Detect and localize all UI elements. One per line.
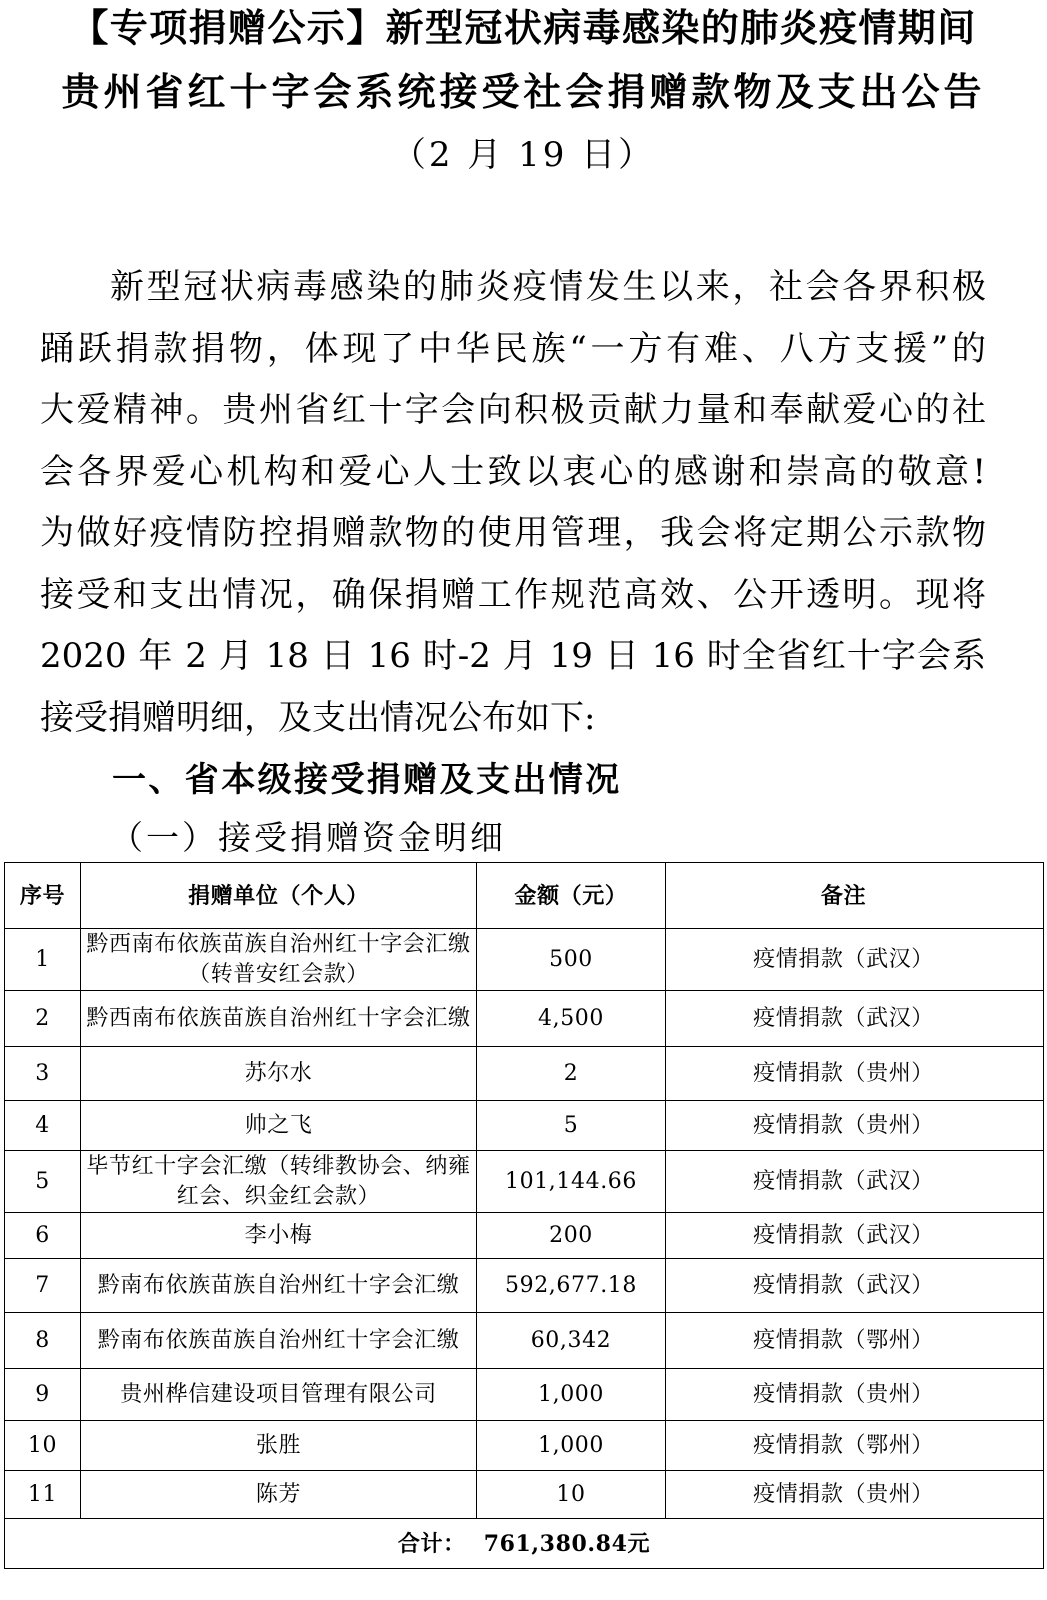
note-cell: 疫情捐款（贵州） — [666, 1101, 1044, 1151]
title-line-1: 【专项捐赠公示】新型冠状病毒感染的肺炎疫情期间 — [70, 5, 977, 50]
note-cell: 疫情捐款（武汉） — [666, 929, 1044, 991]
note-cell: 疫情捐款（贵州） — [666, 1369, 1044, 1421]
row-number-cell: 7 — [5, 1259, 81, 1313]
amount-cell: 500 — [477, 929, 666, 991]
amount-cell: 1,000 — [477, 1369, 666, 1421]
amount-cell: 60,342 — [477, 1313, 666, 1369]
row-number-cell: 4 — [5, 1101, 81, 1151]
header-donor: 捐赠单位（个人） — [81, 863, 477, 929]
donor-cell: 黔西南布依族苗族自治州红十字会汇缴（转普安红会款） — [81, 929, 477, 991]
subsection-heading: （一）接受捐赠资金明细 — [110, 818, 506, 857]
donor-cell: 帅之飞 — [81, 1101, 477, 1151]
donor-cell: 李小梅 — [81, 1213, 477, 1259]
donor-cell: 苏尔水 — [81, 1047, 477, 1101]
amount-cell: 592,677.18 — [477, 1259, 666, 1313]
total-label: 合计： — [397, 1530, 466, 1557]
amount-cell: 2 — [477, 1047, 666, 1101]
title-line-2: 贵州省红十字会系统接受社会捐赠款物及支出公告 — [61, 69, 986, 114]
row-number-cell: 5 — [5, 1151, 81, 1213]
publish-date: （2 月 19 日） — [391, 135, 656, 175]
amount-cell: 10 — [477, 1471, 666, 1519]
donation-table — [4, 862, 1044, 1569]
note-cell: 疫情捐款（武汉） — [666, 1151, 1044, 1213]
intro-line: 为做好疫情防控捐赠款物的使用管理，我会将定期公示款物 — [40, 513, 986, 553]
table-row — [5, 991, 1044, 1047]
table-total-row — [5, 1519, 1044, 1569]
table-row — [5, 1259, 1044, 1313]
row-number-cell: 2 — [5, 991, 81, 1047]
donor-cell: 陈芳 — [81, 1471, 477, 1519]
intro-line: 接受和支出情况，确保捐赠工作规范高效、公开透明。现将 — [40, 574, 986, 615]
total-cell — [5, 1519, 1044, 1569]
note-cell: 疫情捐款（鄂州） — [666, 1313, 1044, 1369]
amount-cell: 5 — [477, 1101, 666, 1151]
table-row — [5, 1101, 1044, 1151]
table-row — [5, 1421, 1044, 1471]
amount-cell: 200 — [477, 1213, 666, 1259]
table-header-row — [5, 863, 1044, 929]
intro-line: 2020 年 2 月 18 日 16 时-2 月 19 日 16 时全省红十字会系 — [40, 636, 986, 676]
header-note: 备注 — [666, 863, 1044, 929]
note-cell: 疫情捐款（武汉） — [666, 1259, 1044, 1313]
table-row — [5, 1369, 1044, 1421]
row-number-cell: 10 — [5, 1421, 81, 1471]
row-number-cell: 6 — [5, 1213, 81, 1259]
row-number-cell: 11 — [5, 1471, 81, 1519]
intro-line: 踊跃捐款捐物，体现了中华民族“一方有难、八方支援”的 — [40, 328, 986, 369]
note-cell: 疫情捐款（武汉） — [666, 1213, 1044, 1259]
note-cell: 疫情捐款（鄂州） — [666, 1421, 1044, 1471]
donor-cell: 黔南布依族苗族自治州红十字会汇缴 — [81, 1259, 477, 1313]
table-row — [5, 1047, 1044, 1101]
row-number-cell: 9 — [5, 1369, 81, 1421]
donor-cell: 黔西南布依族苗族自治州红十字会汇缴 — [81, 991, 477, 1047]
total-value: 761,380.84元 — [483, 1530, 651, 1557]
row-number-cell: 8 — [5, 1313, 81, 1369]
section-heading: 一、省本级接受捐赠及支出情况 — [112, 760, 622, 800]
intro-line: 新型冠状病毒感染的肺炎疫情发生以来，社会各界积极 — [110, 267, 986, 307]
header-number: 序号 — [5, 863, 81, 929]
table-row — [5, 1313, 1044, 1369]
amount-cell: 4,500 — [477, 991, 666, 1047]
intro-line: 大爱精神。贵州省红十字会向积极贡献力量和奉献爱心的社 — [40, 390, 986, 430]
table-row — [5, 929, 1044, 991]
table-row — [5, 1151, 1044, 1213]
table-row — [5, 1213, 1044, 1259]
intro-line: 会各界爱心机构和爱心人士致以衷心的感谢和崇高的敬意! — [40, 451, 986, 492]
amount-cell: 101,144.66 — [477, 1151, 666, 1213]
donor-cell: 毕节红十字会汇缴（转绯教协会、纳雍红会、织金红会款） — [81, 1151, 477, 1213]
note-cell: 疫情捐款（贵州） — [666, 1047, 1044, 1101]
header-amount: 金额（元） — [477, 863, 666, 929]
note-cell: 疫情捐款（贵州） — [666, 1471, 1044, 1519]
donor-cell: 张胜 — [81, 1421, 477, 1471]
donor-cell: 贵州桦信建设项目管理有限公司 — [81, 1369, 477, 1421]
table-row — [5, 1471, 1044, 1519]
note-cell: 疫情捐款（武汉） — [666, 991, 1044, 1047]
intro-paragraph — [40, 257, 986, 749]
row-number-cell: 3 — [5, 1047, 81, 1101]
row-number-cell: 1 — [5, 929, 81, 991]
intro-line: 接受捐赠明细，及支出情况公布如下: — [40, 697, 596, 738]
amount-cell: 1,000 — [477, 1421, 666, 1471]
donor-cell: 黔南布依族苗族自治州红十字会汇缴 — [81, 1313, 477, 1369]
